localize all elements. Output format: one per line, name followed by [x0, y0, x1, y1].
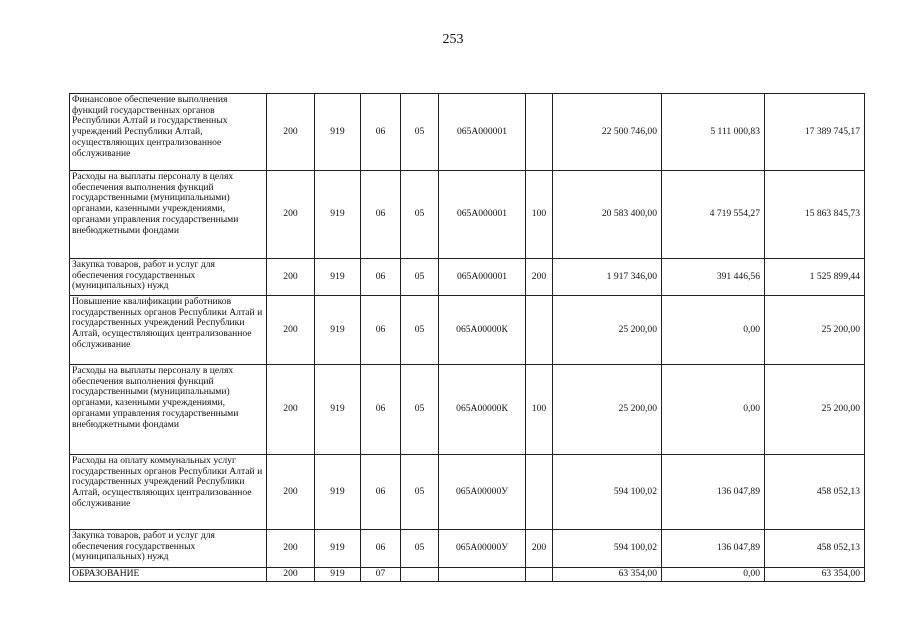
- row-expense-type-cell: 200: [526, 530, 553, 568]
- page-number: 253: [442, 32, 464, 47]
- row-plan-amount-cell: 594 100,02: [553, 530, 662, 568]
- row-group-cell: 200: [267, 455, 315, 530]
- table-row: [70, 259, 865, 296]
- row-subsection-cell: 05: [401, 259, 439, 296]
- row-name-cell: Повышение квалификации работников государственных органов Республики Алтай и государственных учреждений Республики Алтай, осуществляющих централизованное обслуживание: [70, 296, 267, 365]
- row-target-article-cell: 065А00000У: [439, 455, 526, 530]
- row-department-cell: 919: [315, 171, 361, 259]
- row-department-cell: 919: [315, 455, 361, 530]
- row-remaining-amount-cell: 15 863 845,73: [765, 171, 865, 259]
- row-department-cell: 919: [315, 296, 361, 365]
- row-group-cell: 200: [267, 259, 315, 296]
- row-section-cell: 06: [361, 259, 401, 296]
- row-executed-amount-cell: 0,00: [662, 296, 765, 365]
- row-plan-amount-cell: 25 200,00: [553, 296, 662, 365]
- row-plan-amount-cell: 63 354,00: [553, 568, 662, 582]
- row-expense-type-cell: 200: [526, 259, 553, 296]
- row-expense-type-cell: [526, 568, 553, 582]
- row-group-cell: 200: [267, 171, 315, 259]
- budget-table: [69, 93, 865, 582]
- row-section-cell: 06: [361, 455, 401, 530]
- row-expense-type-cell: [526, 94, 553, 171]
- row-plan-amount-cell: 1 917 346,00: [553, 259, 662, 296]
- row-department-cell: 919: [315, 530, 361, 568]
- row-subsection-cell: 05: [401, 365, 439, 455]
- row-remaining-amount-cell: 1 525 899,44: [765, 259, 865, 296]
- row-group-cell: 200: [267, 365, 315, 455]
- row-target-article-cell: 065А000001: [439, 94, 526, 171]
- row-remaining-amount-cell: 17 389 745,17: [765, 94, 865, 171]
- row-group-cell: 200: [267, 94, 315, 171]
- row-department-cell: 919: [315, 365, 361, 455]
- row-target-article-cell: 065А000001: [439, 259, 526, 296]
- row-target-article-cell: [439, 568, 526, 582]
- row-remaining-amount-cell: 63 354,00: [765, 568, 865, 582]
- row-plan-amount-cell: 20 583 400,00: [553, 171, 662, 259]
- row-group-cell: 200: [267, 568, 315, 582]
- table-row: [70, 568, 865, 582]
- row-target-article-cell: 065А00000К: [439, 365, 526, 455]
- row-target-article-cell: 065А00000У: [439, 530, 526, 568]
- row-plan-amount-cell: 25 200,00: [553, 365, 662, 455]
- row-subsection-cell: 05: [401, 455, 439, 530]
- row-executed-amount-cell: 391 446,56: [662, 259, 765, 296]
- row-section-cell: 06: [361, 530, 401, 568]
- row-executed-amount-cell: 136 047,89: [662, 455, 765, 530]
- row-group-cell: 200: [267, 530, 315, 568]
- row-expense-type-cell: 100: [526, 365, 553, 455]
- row-subsection-cell: [401, 568, 439, 582]
- row-expense-type-cell: 100: [526, 171, 553, 259]
- row-department-cell: 919: [315, 259, 361, 296]
- row-plan-amount-cell: 22 500 746,00: [553, 94, 662, 171]
- table-row: [70, 171, 865, 259]
- row-expense-type-cell: [526, 455, 553, 530]
- row-subsection-cell: 05: [401, 94, 439, 171]
- row-executed-amount-cell: 5 111 000,83: [662, 94, 765, 171]
- row-subsection-cell: 05: [401, 530, 439, 568]
- table-row: [70, 296, 865, 365]
- row-target-article-cell: 065А000001: [439, 171, 526, 259]
- row-name-cell: Закупка товаров, работ и услуг для обеспечения государственных (муниципальных) нужд: [70, 530, 267, 568]
- table-row: [70, 530, 865, 568]
- table-row: [70, 455, 865, 530]
- row-section-cell: 07: [361, 568, 401, 582]
- row-section-cell: 06: [361, 296, 401, 365]
- row-name-cell: Закупка товаров, работ и услуг для обеспечения государственных (муниципальных) нужд: [70, 259, 267, 296]
- row-executed-amount-cell: 4 719 554,27: [662, 171, 765, 259]
- row-target-article-cell: 065А00000К: [439, 296, 526, 365]
- row-name-cell: Расходы на оплату коммунальных услуг государственных органов Республики Алтай и государственных учреждений Республики Алтай, осуществляющих централизованное обслуживание: [70, 455, 267, 530]
- row-subsection-cell: 05: [401, 171, 439, 259]
- row-name-cell: Расходы на выплаты персоналу в целях обеспечения выполнения функций государственными (муниципальными) органами, казенными учреждениями, органами управления государственными внебюджетными фондами: [70, 365, 267, 455]
- row-remaining-amount-cell: 458 052,13: [765, 530, 865, 568]
- budget-table-body: [70, 94, 865, 582]
- row-remaining-amount-cell: 25 200,00: [765, 365, 865, 455]
- row-section-cell: 06: [361, 171, 401, 259]
- row-executed-amount-cell: 136 047,89: [662, 530, 765, 568]
- row-plan-amount-cell: 594 100,02: [553, 455, 662, 530]
- row-remaining-amount-cell: 25 200,00: [765, 296, 865, 365]
- table-row: [70, 365, 865, 455]
- row-subsection-cell: 05: [401, 296, 439, 365]
- row-executed-amount-cell: 0,00: [662, 568, 765, 582]
- row-section-cell: 06: [361, 365, 401, 455]
- row-group-cell: 200: [267, 296, 315, 365]
- row-name-cell: ОБРАЗОВАНИЕ: [70, 568, 267, 582]
- row-section-cell: 06: [361, 94, 401, 171]
- row-name-cell: Финансовое обеспечение выполнения функций государственных органов Республики Алтай и государственных учреждений Республики Алтай, осуществляющих централизованное обслуживание: [70, 94, 267, 171]
- table-row: [70, 94, 865, 171]
- row-department-cell: 919: [315, 94, 361, 171]
- row-department-cell: 919: [315, 568, 361, 582]
- row-name-cell: Расходы на выплаты персоналу в целях обеспечения выполнения функций государственными (муниципальными) органами, казенными учреждениями, органами управления государственными внебюджетными фондами: [70, 171, 267, 259]
- row-executed-amount-cell: 0,00: [662, 365, 765, 455]
- row-remaining-amount-cell: 458 052,13: [765, 455, 865, 530]
- row-expense-type-cell: [526, 296, 553, 365]
